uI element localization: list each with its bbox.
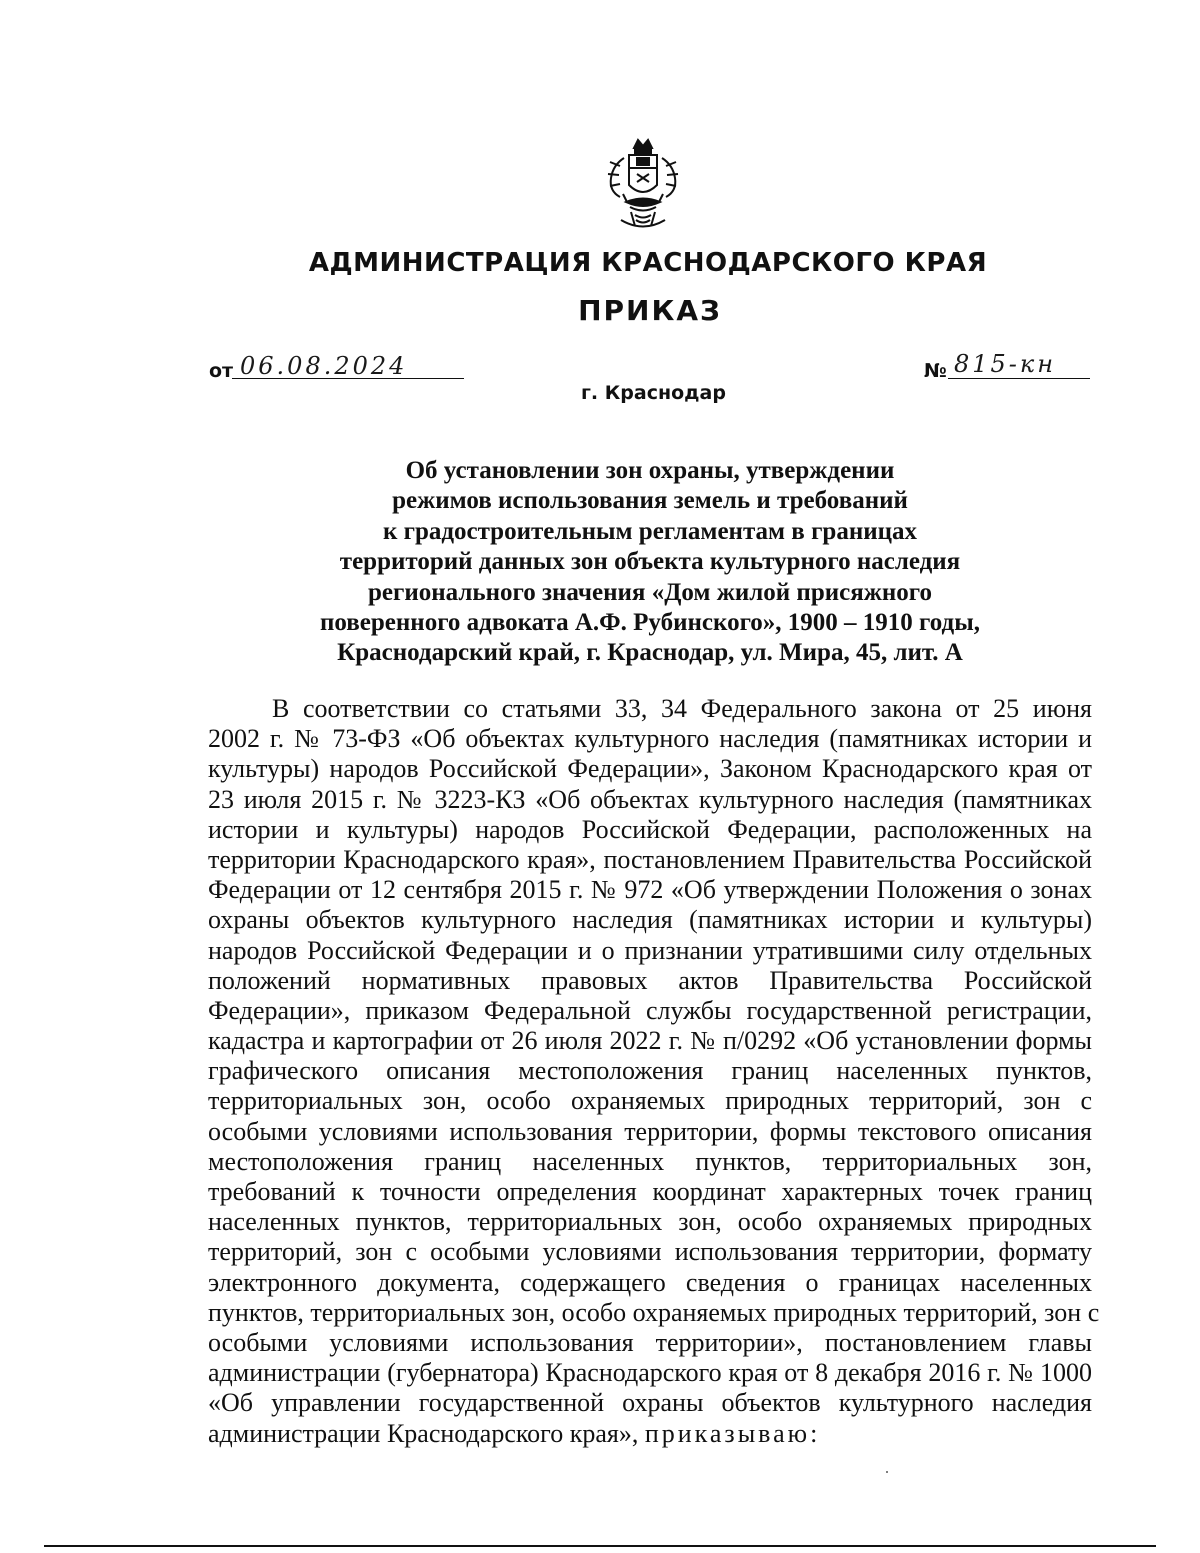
title-line: Краснодарский край, г. Краснодар, ул. Мира, 45, лит. А [337,639,963,667]
body-line: культуры) народов Российской Федерации», Законом Краснодарского края от [208,754,1092,784]
body-line: местоположения границ населенных пунктов, территориальных зон, [208,1146,1092,1176]
handwritten-order-number: 815-кн [954,350,1057,378]
body-line: территориальных зон, особо охраняемых природных территорий, зон с [208,1086,1092,1116]
title-line: регионального значения «Дом жилой присяжного [367,578,933,606]
title-line: режимов использования земель и требований [392,487,908,515]
body-line: 2002 г. № 73-ФЗ «Об объектах культурного наследия (памятниках истории и [208,724,1092,754]
scan-speck [886,1471,888,1473]
body-line: Федерации», приказом Федеральной службы государственной регистрации, [208,995,1092,1025]
body-line: Федерации от 12 сентября 2015 г. № 972 «Об утверждении Положения о зонах [208,875,1092,905]
body-line: кадастра и картографии от 26 июля 2022 г. № п/0292 «Об установлении формы [208,1026,1092,1056]
body-last-line [208,1419,1092,1449]
krasnodar-coat-of-arms-emblem [604,138,682,230]
issuing-authority-heading: АДМИНИСТРАЦИЯ КРАСНОДАРСКОГО КРАЯ [308,248,988,278]
date-label: от [209,360,234,382]
page-bottom-rule [44,1545,1156,1547]
body-line: населенных пунктов, территориальных зон, особо охраняемых природных [208,1207,1092,1237]
body-line: 23 июля 2015 г. № 3223-КЗ «Об объектах культурного наследия (памятниках [208,784,1092,814]
order-directive-word: приказываю: [644,1418,821,1448]
body-line: требований к точности определения координат характерных точек границ [208,1177,1092,1206]
body-line: территорий, зон с особыми условиями использования территории, формату [208,1237,1092,1267]
body-line: В соответствии со статьями 33, 34 Федерального закона от 25 июня [272,694,1092,723]
body-line: народов Российской Федерации и о признании утратившими силу отдельных [208,935,1092,965]
body-line: положений нормативных правовых актов Правительства Российской [208,965,1092,995]
title-line: территорий данных зон объекта культурного наследия [339,548,961,576]
body-line: графического описания местоположения границ населенных пунктов, [208,1056,1092,1086]
city-line: г. Краснодар [581,382,726,404]
body-line: особыми условиями использования территории», постановлением главы [208,1327,1092,1357]
title-line: к градостроительным регламентам в границах [382,517,918,545]
body-last-line-lead: администрации Краснодарского края», [208,1418,639,1448]
handwritten-date: 06.08.2024 [240,352,408,380]
body-line: истории и культуры) народов Российской Федерации, расположенных на [208,814,1092,844]
number-underline [948,378,1090,379]
order-title [290,456,1010,669]
number-label: № [924,360,947,382]
body-line: пунктов, территориальных зон, особо охраняемых природных территорий, зон с [208,1297,1100,1327]
body-line: администрации (губернатора) Краснодарского края от 8 декабря 2016 г. № 1000 [208,1358,1092,1388]
body-line: особыми условиями использования территории, формы текстового описания [208,1116,1092,1146]
body-line: электронного документа, содержащего сведения о границах населенных [208,1267,1092,1297]
body-line: «Об управлении государственной охраны объектов культурного наследия [208,1388,1092,1418]
document-type-heading: ПРИКАЗ [578,294,722,327]
title-line: поверенного адвоката А.Ф. Рубинского», 1900 – 1910 годы, [320,609,980,637]
body-line: охраны объектов культурного наследия (памятниках истории и культуры) [208,905,1092,935]
body-line: территории Краснодарского края», постановлением Правительства Российской [208,844,1092,874]
order-body-text [208,694,1100,1449]
title-line: Об установлении зон охраны, утверждении [405,457,895,484]
